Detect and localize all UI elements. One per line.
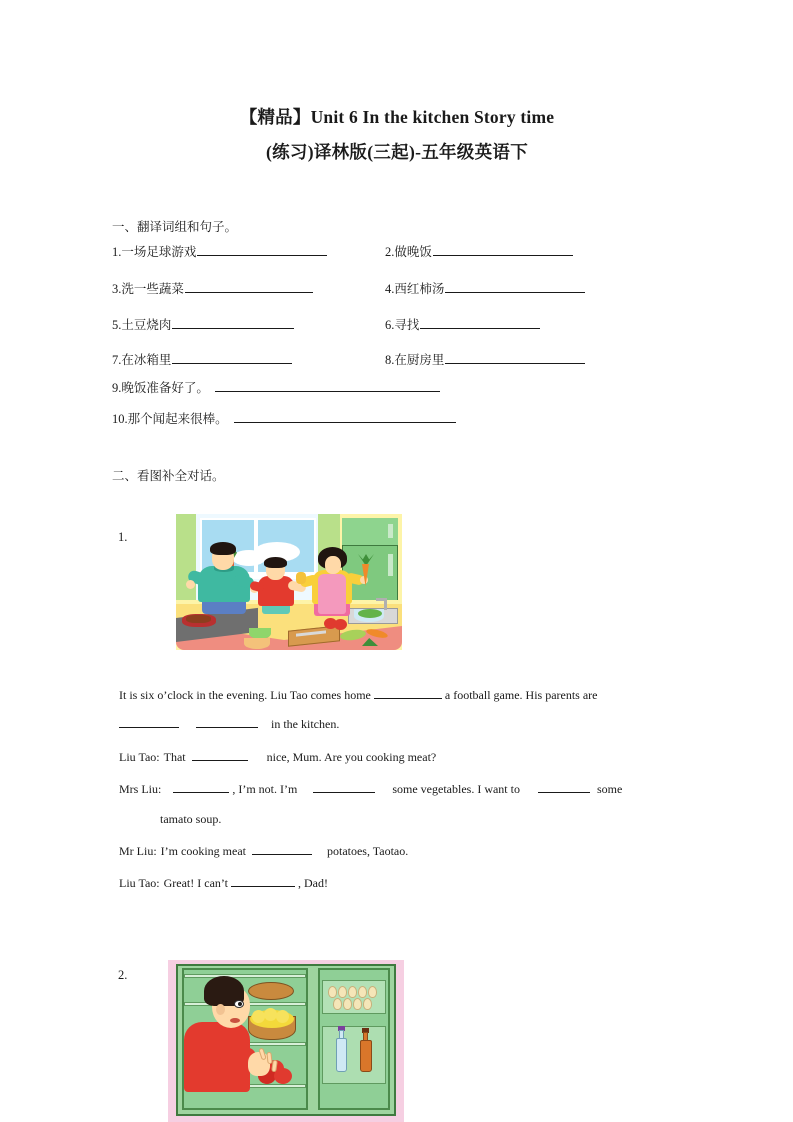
refrigerator-handle-lower <box>388 554 393 576</box>
question-item-6 <box>385 317 540 333</box>
faucet-body <box>384 598 387 610</box>
mrs-liu-continuation: tamato soup. <box>160 812 222 826</box>
answer-blank-9[interactable] <box>215 380 440 392</box>
question-7-text: 在冰箱里 <box>121 353 172 367</box>
liu-tao-2-seg-1: Great! I can’t <box>163 876 229 890</box>
fridge-shelf <box>184 974 306 978</box>
speaker-mr-liu: Mr Liu: <box>119 844 157 858</box>
egg-icon <box>368 986 377 998</box>
dialogue-blank-mrs-liu-3[interactable] <box>538 781 590 793</box>
liu-tao-2-seg-2: , Dad! <box>298 876 329 890</box>
dialogue-line-mrs-liu <box>119 781 622 797</box>
dialogue-intro-line-1 <box>119 687 598 703</box>
question-3-label: 3. <box>112 282 122 296</box>
apple-icon <box>274 1068 292 1084</box>
mrs-liu-seg-3: some <box>596 782 623 796</box>
question-item-2 <box>385 244 573 260</box>
intro-text-part-3: in the kitchen. <box>271 717 340 731</box>
page-title <box>112 100 682 170</box>
egg-icon <box>333 998 342 1010</box>
liu-tao-1-seg-2: nice, Mum. Are you cooking meat? <box>266 750 437 764</box>
water-bottle-icon <box>336 1038 347 1072</box>
egg-icon <box>358 986 367 998</box>
cloud-icon <box>232 550 266 566</box>
mother-apron <box>318 574 346 614</box>
question-2-text: 做晚饭 <box>394 245 432 259</box>
orange-icon <box>252 1010 265 1023</box>
section-2-heading: 二、看图补全对话。 <box>112 469 225 483</box>
refrigerator-handle-upper <box>388 524 393 538</box>
question-6-label: 6. <box>385 318 395 332</box>
dialogue-blank-liu-tao-1[interactable] <box>192 749 248 761</box>
question-1-label: 1. <box>112 245 122 259</box>
boy-ear <box>216 1004 225 1015</box>
question-item-9 <box>112 380 440 396</box>
orange-icon <box>264 1008 277 1021</box>
boy-pupil <box>238 1002 242 1006</box>
pan-food <box>186 615 211 623</box>
intro-blank-3[interactable] <box>196 716 258 728</box>
question-9-text: 晚饭准备好了。 <box>121 381 209 395</box>
speaker-liu-tao: Liu Tao: <box>119 750 160 764</box>
figure-1-kitchen-scene <box>176 514 402 650</box>
answer-blank-5[interactable] <box>172 317 294 329</box>
question-5-text: 土豆烧肉 <box>121 318 172 332</box>
intro-text-part-2: a football game. His parents are <box>444 688 598 702</box>
dialogue-blank-mrs-liu-2[interactable] <box>313 781 375 793</box>
door-shelf-bottles <box>322 1026 386 1084</box>
boy-torso <box>258 576 294 606</box>
dialogue-blank-mr-liu[interactable] <box>252 843 312 855</box>
dialogue-line-liu-tao-2 <box>119 875 328 891</box>
question-10-text: 那个闻起来很棒。 <box>127 412 228 426</box>
question-2-label: 2. <box>385 245 395 259</box>
intro-text-part-1: It is six o’clock in the evening. Liu Tao comes home <box>119 688 371 702</box>
answer-blank-6[interactable] <box>420 317 540 329</box>
egg-icon <box>338 986 347 998</box>
question-4-label: 4. <box>385 282 395 296</box>
juice-bottle-icon <box>360 1040 372 1072</box>
figure-2-refrigerator-scene <box>168 960 404 1122</box>
boy-mouth <box>230 1018 240 1023</box>
question-item-7 <box>112 352 292 368</box>
answer-blank-2[interactable] <box>433 244 573 256</box>
answer-blank-4[interactable] <box>445 281 585 293</box>
question-10-label: 10. <box>112 412 128 426</box>
window-mullion <box>254 518 258 574</box>
boy-hair <box>264 557 287 568</box>
figure-1-number: 1. <box>118 530 128 544</box>
liu-tao-1-seg-1: That <box>163 750 186 764</box>
mrs-liu-seg-2: some vegetables. I want to <box>392 782 520 796</box>
orange-icon <box>276 1010 289 1023</box>
question-item-8 <box>385 352 585 368</box>
dialogue-intro-line-2 <box>119 716 339 732</box>
question-8-label: 8. <box>385 353 395 367</box>
mrs-liu-seg-1: , I’m not. I’m <box>232 782 298 796</box>
question-item-10 <box>112 411 456 427</box>
question-6-text: 寻找 <box>394 318 420 332</box>
bread-loaf-icon <box>248 982 294 1000</box>
mother-face <box>325 556 341 574</box>
question-item-4 <box>385 281 585 297</box>
egg-icon <box>353 998 362 1010</box>
question-item-1 <box>112 244 327 260</box>
father-hair <box>210 542 236 555</box>
answer-blank-7[interactable] <box>172 352 292 364</box>
dialogue-line-mrs-liu-cont <box>160 811 221 827</box>
question-8-text: 在厨房里 <box>394 353 445 367</box>
title-line-2: (练习)译林版(三起)-五年级英语下 <box>265 142 529 162</box>
egg-icon <box>348 986 357 998</box>
bowl-orange <box>244 638 270 649</box>
speaker-liu-tao-2: Liu Tao: <box>119 876 160 890</box>
question-item-3 <box>112 281 313 297</box>
tomato-icon <box>334 619 347 630</box>
question-4-text: 西红柿汤 <box>394 282 445 296</box>
question-item-5 <box>112 317 294 333</box>
intro-blank-2[interactable] <box>119 716 179 728</box>
dialogue-blank-liu-tao-2[interactable] <box>231 875 295 887</box>
green-vegetables <box>358 609 382 618</box>
answer-blank-10[interactable] <box>234 411 456 423</box>
egg-icon <box>343 998 352 1010</box>
question-3-text: 洗一些蔬菜 <box>121 282 184 296</box>
question-9-label: 9. <box>112 381 122 395</box>
question-1-text: 一场足球游戏 <box>121 245 197 259</box>
figure-2-number: 2. <box>118 968 128 982</box>
mr-liu-seg-2: potatoes, Taotao. <box>326 844 409 858</box>
title-line-1: 【精品】Unit 6 In the kitchen Story time <box>239 107 555 127</box>
father-hand-left <box>186 580 195 589</box>
egg-icon <box>363 998 372 1010</box>
mr-liu-seg-1: I’m cooking meat <box>160 844 246 858</box>
answer-blank-8[interactable] <box>445 352 585 364</box>
answer-blank-1[interactable] <box>197 244 327 256</box>
answer-blank-3[interactable] <box>185 281 313 293</box>
egg-icon <box>328 986 337 998</box>
section-1-heading: 一、翻译词组和句子。 <box>112 220 238 234</box>
speaker-mrs-liu: Mrs Liu: <box>119 782 162 796</box>
intro-blank-1[interactable] <box>374 687 442 699</box>
dialogue-blank-mrs-liu-1[interactable] <box>173 781 229 793</box>
question-5-label: 5. <box>112 318 122 332</box>
dialogue-line-mr-liu <box>119 843 408 859</box>
mother-hand-left <box>296 572 306 584</box>
question-7-label: 7. <box>112 353 122 367</box>
dialogue-line-liu-tao-1 <box>119 749 436 765</box>
